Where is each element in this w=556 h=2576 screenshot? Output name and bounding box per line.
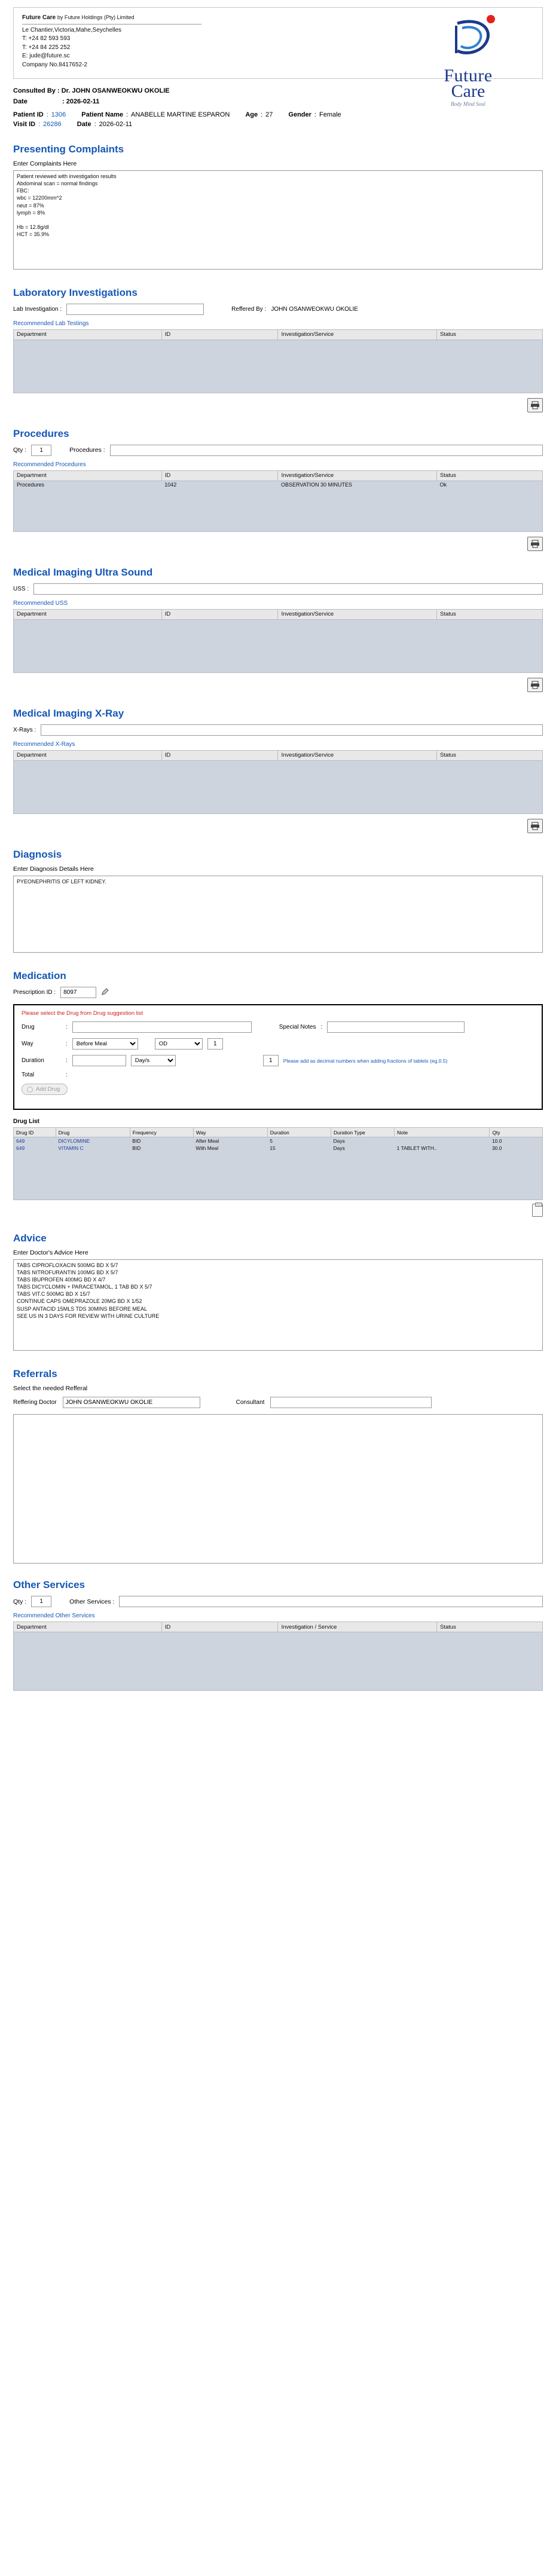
clinic-company-no: Company No.8417652-2 [22,61,87,68]
visit-id-label: Visit ID [13,121,36,128]
patient-id-label: Patient ID [13,111,44,118]
patient-name-group [81,111,230,118]
lab-input-label: Lab Investigation : [13,305,62,313]
referring-doctor-label: Reffering Doctor [13,1399,57,1406]
dl-cell-way: With Meal [193,1145,267,1152]
xray-col-id: ID [161,750,278,760]
lab-col-id: ID [161,329,278,339]
dl-col-qty: Qty [490,1128,543,1137]
duration-label: Duration [22,1057,44,1064]
plus-icon [27,1087,33,1093]
other-services-qty-input[interactable] [31,1596,51,1607]
consult-date-value: 2026-02-11 [66,98,100,105]
advice-textarea[interactable] [13,1259,543,1351]
dl-cell-duration-type: Days [331,1137,394,1145]
section-title-xray: Medical Imaging X-Ray [13,707,124,719]
uss-col-department: Department [14,609,162,619]
os-col-id: ID [161,1622,278,1632]
other-services-input-row [13,1596,543,1607]
table-row[interactable] [14,1145,543,1152]
add-drug-row [22,1084,534,1095]
proc-col-department: Department [14,470,162,481]
way-label: Way [22,1041,33,1048]
referrals-panel[interactable] [13,1414,543,1564]
patient-age-sep: : [261,111,263,118]
printer-icon[interactable] [527,819,543,833]
visit-date-sep: : [94,121,96,128]
consultant-input[interactable] [270,1397,432,1408]
clinic-email: E: jude@future.sc [22,53,70,59]
lab-col-status: Status [436,329,542,339]
section-title-other-services: Other Services [13,1579,85,1591]
drug-row [22,1021,534,1033]
dl-cell-frequency: BID [130,1137,193,1145]
add-drug-button[interactable] [22,1084,68,1095]
patient-gender-sep: : [314,111,316,118]
referred-by-label: Reffered By : [231,305,267,313]
lab-input-row [13,304,543,315]
drug-sep: : [66,1024,68,1031]
uss-col-service: Investigation/Service [278,609,437,619]
consult-date-label: Date [13,98,28,105]
patient-gender-label: Gender [288,111,311,118]
uss-input-label: USS : [13,585,29,592]
os-col-status: Status [436,1622,542,1632]
dl-cell-drug-id: 649 [14,1137,56,1145]
xray-col-status: Status [436,750,542,760]
xray-input-row [13,724,543,736]
table-row[interactable] [14,1137,543,1145]
other-services-input-label: Other Services : [69,1598,115,1605]
dl-col-duration-type: Duration Type [331,1128,394,1137]
edit-pencil-icon[interactable] [101,987,109,998]
table-row[interactable] [14,481,543,488]
xray-input[interactable] [41,724,543,736]
xray-col-service: Investigation/Service [278,750,437,760]
procedures-qty-label: Qty : [13,446,27,454]
lab-recommended-label: Recommended Lab Testings [13,320,89,327]
consulted-by-label: Consulted By : [13,87,60,94]
consult-date-sep: : [62,98,65,105]
patient-id-group [13,111,66,118]
logo-graphic [420,14,528,65]
xray-input-label: X-Rays : [13,726,36,733]
dl-col-way: Way [193,1128,267,1137]
clinic-name: Future Care [22,14,56,21]
dl-cell-drug: DICYLOMINE [56,1137,130,1145]
visit-date-label: Date [77,121,91,128]
lab-results-grid[interactable] [13,329,543,393]
proc-col-id: ID [161,470,278,481]
proc-cell-id: 1042 [161,481,278,488]
prescription-id-row [13,987,543,998]
dl-cell-drug: VITAMIN C [56,1145,130,1152]
total-row [22,1072,534,1078]
logo-tagline: Body Mind Soul [451,101,485,107]
lab-print-row [13,398,543,412]
other-services-input[interactable] [119,1596,543,1607]
duration-hint: Please add as decimal numbers when adding fractions of tablets (eg.0.5) [283,1057,448,1064]
logo-word-care: Care [451,81,485,101]
prescription-id-label: Prescription ID : [13,989,56,996]
other-services-qty-label: Qty : [13,1598,27,1605]
uss-recommended-label: Recommended USS [13,599,68,607]
section-title-uss: Medical Imaging Ultra Sound [13,566,153,578]
uss-grid[interactable] [13,609,543,673]
other-services-grid[interactable] [13,1622,543,1691]
complaints-textarea[interactable] [13,170,543,270]
clinic-address: Le Chantier,Victoria,Mahe,Seychelles [22,26,122,33]
uss-print-row [13,678,543,692]
dl-col-frequency: Frequency [130,1128,193,1137]
referring-doctor-input[interactable] [63,1397,200,1408]
printer-icon[interactable] [527,678,543,692]
procedures-input[interactable] [110,445,543,456]
patient-info-row-1 [13,111,543,118]
dl-cell-qty: 10.0 [490,1137,543,1145]
uss-col-status: Status [436,609,542,619]
consulted-by-value: Dr. JOHN OSANWEOKWU OKOLIE [61,87,170,94]
medication-print-row [13,1204,543,1217]
patient-info-row-2 [13,121,543,128]
total-sep: : [66,1072,68,1079]
logo-word-future: Future [444,66,493,85]
consultation-page [0,7,556,1709]
section-title-diagnosis: Diagnosis [13,848,62,860]
procedures-input-row [13,445,543,456]
advice-sub-label: Enter Doctor's Advice Here [13,1249,88,1256]
way-sep: : [66,1041,68,1048]
patient-id-sep: : [46,111,48,118]
medication-warning: Please select the Drug from Drug suggestion list [22,1010,143,1017]
duration-input[interactable] [72,1055,126,1066]
patient-name-sep: : [126,111,129,118]
xray-col-department: Department [14,750,162,760]
patient-name-label: Patient Name [81,111,123,118]
os-col-service: Investigation / Service [278,1622,437,1632]
way-select[interactable] [72,1038,138,1050]
patient-age-label: Age [245,111,258,118]
clinic-details [22,14,201,69]
procedures-qty-input[interactable] [31,445,51,456]
section-title-referrals: Referrals [13,1368,57,1380]
prescription-id-input[interactable] [60,987,96,998]
drug-input[interactable] [72,1021,252,1033]
duration-sep: : [66,1057,68,1064]
drug-list-grid[interactable] [13,1127,543,1200]
xray-grid[interactable] [13,750,543,814]
section-title-advice: Advice [13,1232,47,1244]
section-title-procedures: Procedures [13,427,69,439]
xray-recommended-label: Recommended X-Rays [13,741,75,748]
patient-gender-value: Female [319,111,341,118]
duration-qty-input[interactable] [263,1055,279,1066]
dl-cell-duration-type: Days [331,1145,394,1152]
patient-name-value: ANABELLE MARTINE ESPARON [131,111,230,118]
clipboard-icon[interactable] [532,1204,543,1217]
dl-cell-duration: 15 [267,1145,331,1152]
dl-col-duration: Duration [267,1128,331,1137]
duration-unit-select[interactable] [131,1055,176,1066]
proc-col-service: Investigation/Service [278,470,437,481]
special-notes-input[interactable] [327,1021,465,1033]
way-row [22,1038,534,1050]
uss-input-row [13,583,543,595]
special-notes-label: Special Notes [279,1024,316,1031]
procedures-recommended-label: Recommended Procedures [13,461,86,468]
lab-col-service: Investigation/Service [278,329,437,339]
visit-date-group [77,121,132,128]
frequency-select[interactable] [155,1038,203,1050]
dl-cell-drug-id: 649 [14,1145,56,1152]
total-label: Total [22,1072,35,1079]
dl-col-drug: Drug [56,1128,130,1137]
section-title-medication: Medication [13,970,66,982]
procedures-print-row [13,537,543,551]
lab-col-department: Department [14,329,162,339]
uss-input[interactable] [33,583,543,595]
consultant-label: Consultant [236,1399,265,1406]
visit-date-value: 2026-02-11 [99,121,133,128]
proc-cell-service: OBSERVATION 30 MINUTES [278,481,437,488]
clinic-logo [420,14,534,107]
medication-entry-box [13,1004,543,1110]
patient-age-group [245,111,273,118]
visit-id-group [13,121,62,128]
duration-row [22,1055,534,1066]
proc-cell-status: Ok [436,481,542,488]
proc-col-status: Status [436,470,542,481]
clinic-phone-2: T: +24 84 225 252 [22,44,71,51]
complaints-sub-label: Enter Complaints Here [13,160,77,167]
dl-cell-note [395,1137,490,1145]
uss-col-id: ID [161,609,278,619]
clinic-name-line [22,14,201,23]
letterhead-divider [22,24,201,25]
diagnosis-sub-label: Enter Diagnosis Details Here [13,865,94,873]
special-notes-sep: : [320,1024,323,1031]
visit-id-sep: : [38,121,41,128]
procedures-grid[interactable] [13,470,543,532]
section-title-lab: Laboratory Investigations [13,286,138,298]
printer-icon[interactable] [527,537,543,551]
lab-investigation-input[interactable] [66,304,204,315]
logo-wordmark [420,67,516,107]
dl-cell-duration: 5 [267,1137,331,1145]
visit-id-value: 26286 [43,121,62,128]
drug-label: Drug [22,1024,35,1031]
referral-doctor-row [13,1397,543,1408]
clinic-name-suffix: by Future Holdings (Pty) Limited [57,14,135,20]
procedures-input-label: Procedures : [69,446,105,454]
xray-print-row [13,819,543,833]
dl-cell-frequency: BID [130,1145,193,1152]
patient-id-value: 1306 [51,111,66,118]
dl-col-drug-id: Drug ID [14,1128,56,1137]
other-services-recommended-label: Recommended Other Services [13,1613,95,1620]
proc-cell-department: Procedures [14,481,162,488]
clinic-phone-1: T: +24 82 593 593 [22,35,71,42]
dl-cell-note: 1 TABLET WITH.. [395,1145,490,1152]
os-col-department: Department [14,1622,162,1632]
printer-icon[interactable] [527,398,543,412]
patient-age-value: 27 [265,111,273,118]
patient-gender-group [288,111,341,118]
dl-col-note: Note [395,1128,490,1137]
dl-cell-way: After Meal [193,1137,267,1145]
dl-cell-qty: 30.0 [490,1145,543,1152]
section-title-complaints: Presenting Complaints [13,143,124,155]
drug-list-label: Drug List [13,1118,39,1125]
diagnosis-textarea[interactable] [13,876,543,953]
referrals-sub-label: Select the needed Refferal [13,1385,88,1393]
frequency-qty-input[interactable] [207,1038,223,1050]
referred-by-value: JOHN OSANWEOKWU OKOLIE [271,305,358,313]
add-drug-button-label: Add Drug [36,1086,60,1093]
